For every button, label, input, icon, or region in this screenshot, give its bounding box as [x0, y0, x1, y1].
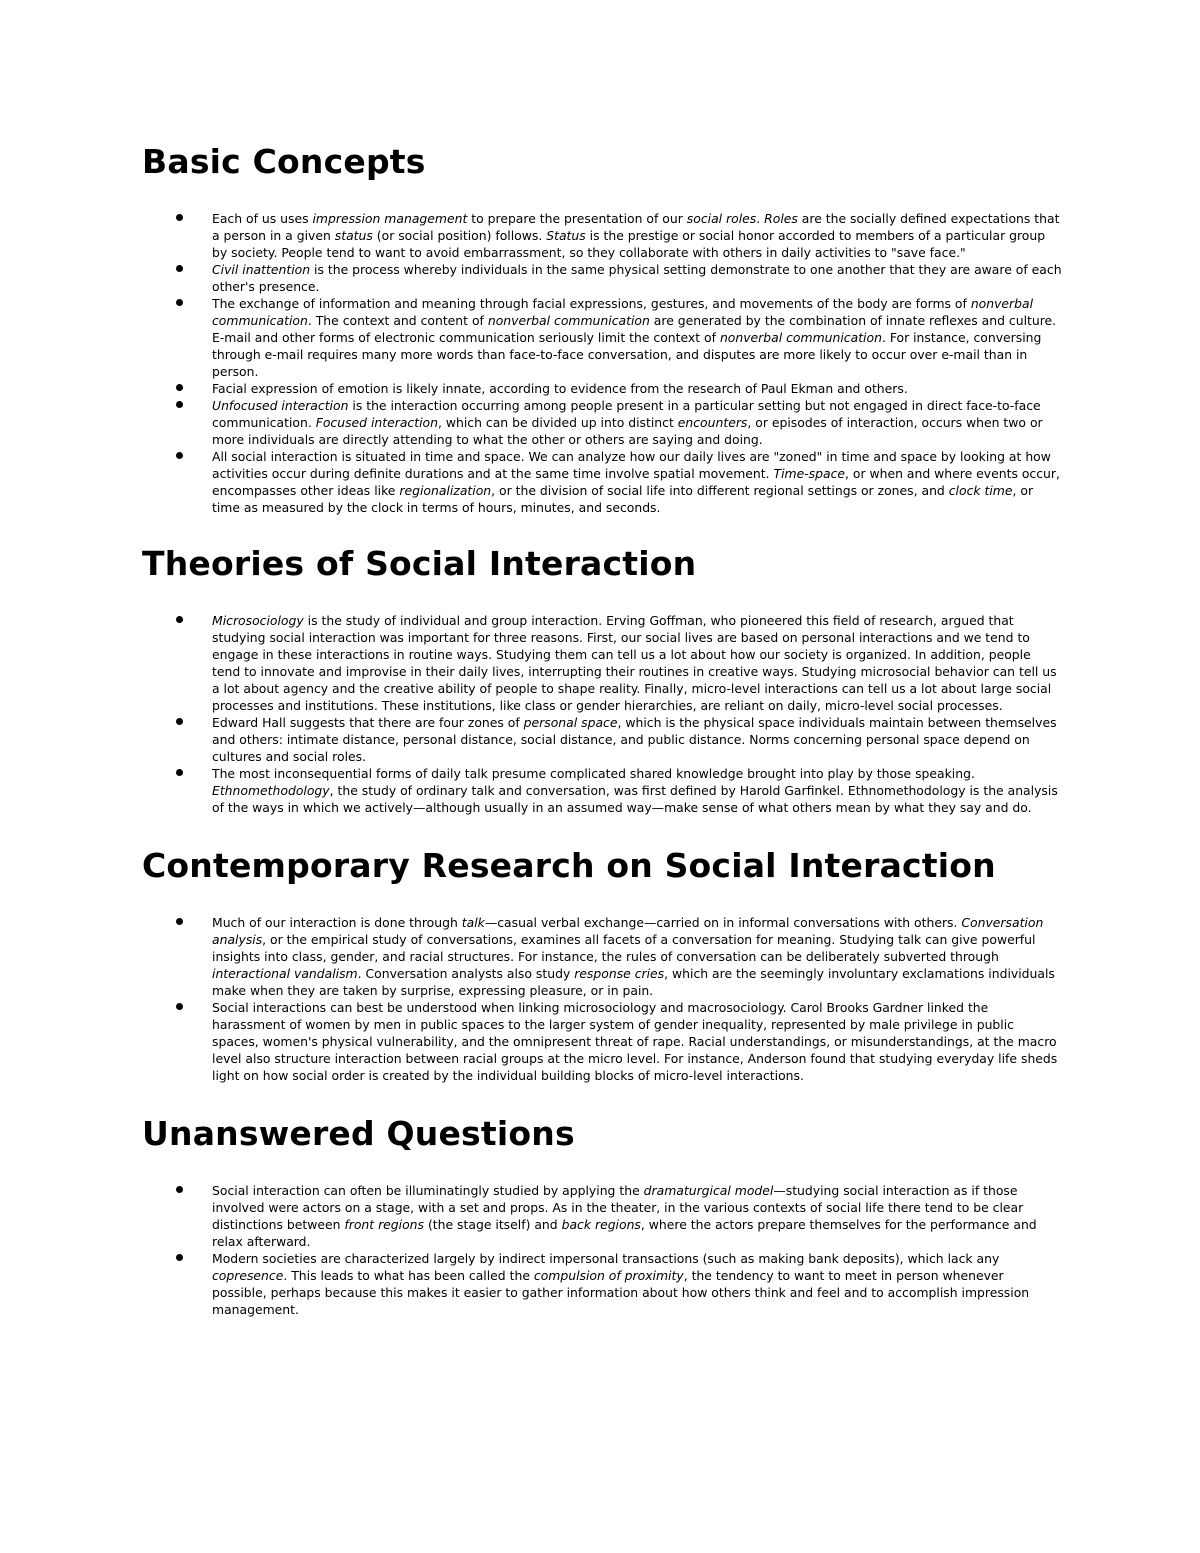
heading-basic-concepts: Basic Concepts: [142, 142, 426, 181]
text-run: , the study of ordinary talk and conversation, was first defined by Harold Garfinkel. Ethnomethodology is the analysis of the ways in which we actively—although usually in an assumed way—make sense of what others mean by what they say and do.: [212, 783, 1058, 815]
text-run: Much of our interaction is done through: [212, 915, 462, 930]
italic-term: Status: [546, 228, 586, 243]
italic-term: Civil inattention: [212, 262, 311, 277]
italic-term: status: [334, 228, 373, 243]
list-item: [212, 714, 1062, 765]
italic-term: social roles: [686, 211, 757, 226]
italic-term: compulsion of proximity: [533, 1268, 684, 1283]
text-run: All social interaction is situated in time and space. We can analyze how our daily lives are "zoned" in time and space by looking at how activities occur during definite durations and at the same time involve spatial movement.: [212, 449, 1051, 481]
section-theories: [142, 542, 1062, 816]
italic-term: regionalization: [399, 483, 492, 498]
heading-unanswered-questions: Unanswered Questions: [142, 1114, 575, 1153]
text-run: , which can be divided up into distinct: [437, 415, 678, 430]
text-run: .: [756, 211, 765, 226]
italic-term: copresence: [212, 1268, 284, 1283]
section-unanswered-questions: [142, 1112, 1062, 1318]
heading-contemporary-research: Contemporary Research on Social Interaction: [142, 846, 996, 885]
list-item: [212, 448, 1062, 516]
text-run: , or when and where events occur, encompasses other ideas like: [212, 466, 1060, 498]
text-run: , the tendency to want to meet in person whenever possible, perhaps because this makes it easier to gather information about how others think and feel and to accomplish impression management.: [212, 1268, 1030, 1317]
list-item: [212, 1182, 1062, 1250]
text-run: is the study of individual and group interaction. Erving Goffman, who pioneered this field of research, argued that studying social interaction was important for three reasons. First, our social lives are based on personal interactions and we tend to engage in these interactions in routine ways. Studying them can tell us a lot about how our society is organized. In addition, people tend to innovate and improvise in their daily lives, interrupting their routines in creative ways. Studying microsocial behavior can tell us a lot about agency and the creative ability of people to shape reality. Finally, micro-level interactions can tell us a lot about large social processes and institutions. These institutions, like class or gender hierarchies, are reliant on daily, micro-level social processes.: [212, 613, 1057, 713]
text-run: . Conversation analysts also study: [357, 966, 575, 981]
text-run: , which is the physical space individuals maintain between themselves and others: intimate distance, personal distance, social distance, and public distance. Norms concerning personal space depend on cultures and social roles.: [212, 715, 1057, 764]
text-run: to prepare the presentation of our: [467, 211, 687, 226]
list-item: [212, 612, 1062, 714]
text-run: , or episodes of interaction, occurs when two or more individuals are directly attending to what the other or others are saying and doing.: [212, 415, 1043, 447]
italic-term: nonverbal communication: [719, 330, 882, 345]
text-run: (the stage itself) and: [424, 1217, 562, 1232]
italic-term: Ethnomethodology: [212, 783, 330, 798]
text-run: , where the actors prepare themselves for the performance and relax afterward.: [212, 1217, 1037, 1249]
italic-term: Roles: [764, 211, 798, 226]
text-run: Edward Hall suggests that there are four zones of: [212, 715, 524, 730]
italic-term: Focused interaction: [315, 415, 438, 430]
text-run: Modern societies are characterized largely by indirect impersonal transactions (such as making bank deposits), which lack any: [212, 1251, 1000, 1266]
text-run: Social interactions can best be understood when linking microsociology and macrosociology. Carol Brooks Gardner linked the harassment of women by men in public spaces to the larger system of gender inequality, represented by male privilege in public spaces, women's physical vulnerability, and the omnipresent threat of rape. Racial understandings, or misunderstandings, at the macro level also structure interaction between racial groups at the micro level. For instance, Anderson found that studying everyday life sheds light on how social order is created by the individual building blocks of micro-level interactions.: [212, 1000, 1058, 1083]
list-item: [212, 999, 1062, 1084]
section-basic-concepts: [142, 140, 1062, 516]
text-run: . The context and content of: [307, 313, 488, 328]
list-item: [212, 1250, 1062, 1318]
list-item: [212, 397, 1062, 448]
bullet-list: [142, 1182, 1062, 1318]
text-run: is the process whereby individuals in the same physical setting demonstrate to one another that they are aware of each other's presence.: [212, 262, 1062, 294]
italic-term: personal space: [523, 715, 618, 730]
text-run: The exchange of information and meaning through facial expressions, gestures, and movements of the body are forms of: [212, 296, 971, 311]
text-run: is the prestige or social honor accorded to members of a particular group by society. People tend to want to avoid embarrassment, so they collaborate with others in daily activities to "save face.": [212, 228, 1046, 260]
document-page: [142, 140, 1062, 1318]
italic-term: Microsociology: [212, 613, 304, 628]
heading-theories: Theories of Social Interaction: [142, 544, 697, 583]
section-contemporary-research: [142, 844, 1062, 1084]
text-run: are generated by the combination of innate reflexes and culture. E-mail and other forms of electronic communication seriously limit the context of: [212, 313, 1057, 345]
italic-term: talk: [461, 915, 485, 930]
text-run: Social interaction can often be illuminatingly studied by applying the: [212, 1183, 644, 1198]
text-run: are the socially defined expectations that a person in a given: [212, 211, 1060, 243]
italic-term: interactional vandalism: [212, 966, 358, 981]
italic-term: encounters: [677, 415, 748, 430]
italic-term: dramaturgical model: [643, 1183, 774, 1198]
list-item: [212, 210, 1062, 261]
italic-term: Unfocused interaction: [212, 398, 349, 413]
list-item: [212, 380, 1062, 397]
text-run: —casual verbal exchange—carried on in informal conversations with others.: [484, 915, 962, 930]
italic-term: Time-space: [773, 466, 846, 481]
text-run: , or the empirical study of conversations, examines all facets of a conversation for meaning. Studying talk can give powerful insights into class, gender, and racial structures. For instance, the rules of conversation can be deliberately subverted through: [212, 932, 1036, 964]
text-run: (or social position) follows.: [372, 228, 547, 243]
text-run: Facial expression of emotion is likely innate, according to evidence from the research of Paul Ekman and others.: [212, 381, 908, 396]
list-item: [212, 914, 1062, 999]
italic-term: impression management: [312, 211, 468, 226]
bullet-list: [142, 914, 1062, 1084]
text-run: Each of us uses: [212, 211, 313, 226]
italic-term: nonverbal communication: [487, 313, 650, 328]
italic-term: back regions: [561, 1217, 641, 1232]
text-run: —studying social interaction as if those involved were actors on a stage, with a set and props. As in the theater, in the various contexts of social life there tend to be clear distinctions between: [212, 1183, 1024, 1232]
text-run: . For instance, conversing through e-mail requires many more words than face-to-face conversation, and disputes are more likely to occur over e-mail than in person.: [212, 330, 1042, 379]
text-run: The most inconsequential forms of daily talk presume complicated shared knowledge brought into play by those speaking.: [212, 766, 975, 781]
italic-term: nonverbal communication: [212, 296, 1034, 328]
text-run: , or time as measured by the clock in terms of hours, minutes, and seconds.: [212, 483, 1034, 515]
italic-term: front regions: [344, 1217, 424, 1232]
list-item: [212, 765, 1062, 816]
italic-term: Conversation analysis: [212, 915, 1044, 947]
italic-term: clock time: [948, 483, 1013, 498]
list-item: [212, 295, 1062, 380]
text-run: , or the division of social life into different regional settings or zones, and: [491, 483, 949, 498]
list-item: [212, 261, 1062, 295]
italic-term: response cries: [574, 966, 665, 981]
text-run: is the interaction occurring among people present in a particular setting but not engaged in direct face-to-face communication.: [212, 398, 1041, 430]
text-run: . This leads to what has been called the: [283, 1268, 534, 1283]
bullet-list: [142, 210, 1062, 516]
bullet-list: [142, 612, 1062, 816]
text-run: , which are the seemingly involuntary exclamations individuals make when they are taken by surprise, expressing pleasure, or in pain.: [212, 966, 1055, 998]
